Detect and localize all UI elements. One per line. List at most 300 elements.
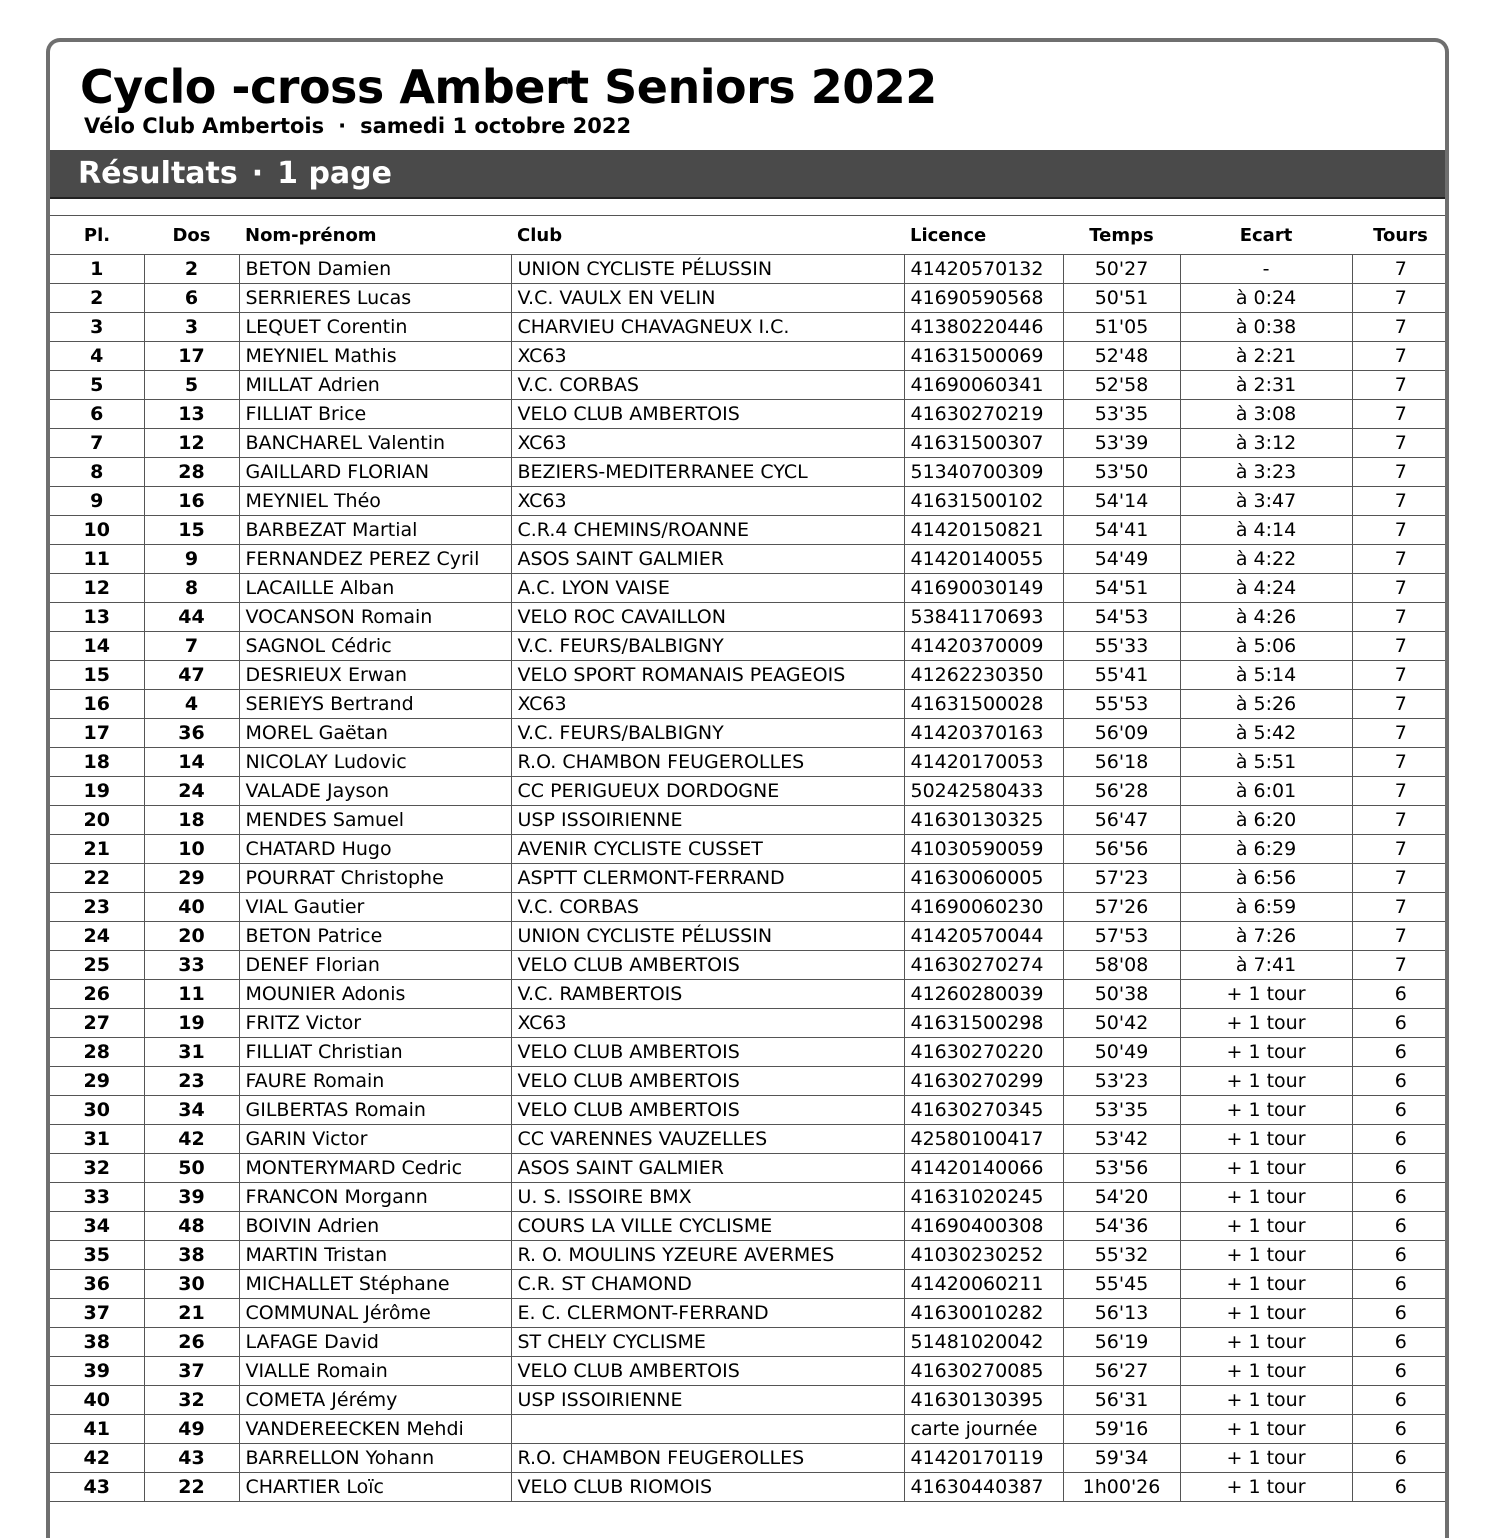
cell-gap: + 1 tour xyxy=(1180,1299,1352,1328)
cell-name: BOIVIN Adrien xyxy=(239,1212,511,1241)
cell-time: 53'42 xyxy=(1063,1125,1180,1154)
cell-licence: 41630270345 xyxy=(904,1096,1063,1125)
cell-time: 56'31 xyxy=(1063,1386,1180,1415)
cell-gap: à 7:26 xyxy=(1180,922,1352,951)
table-row xyxy=(50,1357,1449,1386)
table-row xyxy=(50,1183,1449,1212)
cell-place: 19 xyxy=(50,777,144,806)
cell-club: ASOS SAINT GALMIER xyxy=(511,1154,904,1183)
table-row xyxy=(50,545,1449,574)
cell-bib: 18 xyxy=(144,806,239,835)
cell-bib: 3 xyxy=(144,313,239,342)
cell-laps: 7 xyxy=(1352,429,1449,458)
cell-bib: 22 xyxy=(144,1473,239,1502)
cell-club: C.R. ST CHAMOND xyxy=(511,1270,904,1299)
cell-name: VIAL Gautier xyxy=(239,893,511,922)
cell-bib: 47 xyxy=(144,661,239,690)
cell-club: V.C. RAMBERTOIS xyxy=(511,980,904,1009)
cell-place: 7 xyxy=(50,429,144,458)
cell-licence: 41690060230 xyxy=(904,893,1063,922)
cell-place: 18 xyxy=(50,748,144,777)
table-row xyxy=(50,690,1449,719)
cell-club: R.O. CHAMBON FEUGEROLLES xyxy=(511,748,904,777)
cell-time: 54'14 xyxy=(1063,487,1180,516)
table-header-row xyxy=(50,216,1449,255)
cell-name: SERIEYS Bertrand xyxy=(239,690,511,719)
cell-licence: 41420140066 xyxy=(904,1154,1063,1183)
cell-place: 3 xyxy=(50,313,144,342)
cell-licence: 41630440387 xyxy=(904,1473,1063,1502)
cell-place: 25 xyxy=(50,951,144,980)
page-title: Cyclo -cross Ambert Seniors 2022 xyxy=(80,60,937,114)
cell-place: 6 xyxy=(50,400,144,429)
cell-laps: 7 xyxy=(1352,922,1449,951)
cell-gap: à 4:14 xyxy=(1180,516,1352,545)
cell-gap: à 5:42 xyxy=(1180,719,1352,748)
cell-gap: + 1 tour xyxy=(1180,1357,1352,1386)
cell-laps: 6 xyxy=(1352,1415,1449,1444)
cell-gap: + 1 tour xyxy=(1180,1009,1352,1038)
cell-name: VOCANSON Romain xyxy=(239,603,511,632)
table-row xyxy=(50,864,1449,893)
cell-place: 31 xyxy=(50,1125,144,1154)
cell-time: 52'58 xyxy=(1063,371,1180,400)
cell-licence: 41631500298 xyxy=(904,1009,1063,1038)
cell-bib: 33 xyxy=(144,951,239,980)
cell-name: VIALLE Romain xyxy=(239,1357,511,1386)
table-row xyxy=(50,1386,1449,1415)
table-row xyxy=(50,516,1449,545)
cell-time: 50'38 xyxy=(1063,980,1180,1009)
cell-club: VELO CLUB AMBERTOIS xyxy=(511,1357,904,1386)
cell-place: 15 xyxy=(50,661,144,690)
cell-bib: 40 xyxy=(144,893,239,922)
table-row xyxy=(50,951,1449,980)
cell-name: GARIN Victor xyxy=(239,1125,511,1154)
cell-licence: 50242580433 xyxy=(904,777,1063,806)
cell-licence: 41420170119 xyxy=(904,1444,1063,1473)
cell-licence: 51481020042 xyxy=(904,1328,1063,1357)
cell-laps: 7 xyxy=(1352,661,1449,690)
col-header-club: Club xyxy=(511,216,904,255)
cell-place: 27 xyxy=(50,1009,144,1038)
event-subtitle xyxy=(84,114,631,138)
cell-bib: 29 xyxy=(144,864,239,893)
cell-laps: 7 xyxy=(1352,632,1449,661)
cell-laps: 7 xyxy=(1352,342,1449,371)
cell-place: 35 xyxy=(50,1241,144,1270)
cell-licence: 41420370009 xyxy=(904,632,1063,661)
cell-laps: 7 xyxy=(1352,487,1449,516)
cell-gap: à 5:26 xyxy=(1180,690,1352,719)
cell-place: 32 xyxy=(50,1154,144,1183)
table-row xyxy=(50,661,1449,690)
table-row xyxy=(50,1473,1449,1502)
cell-gap: à 2:21 xyxy=(1180,342,1352,371)
cell-laps: 6 xyxy=(1352,1241,1449,1270)
cell-time: 51'05 xyxy=(1063,313,1180,342)
col-header-place: Pl. xyxy=(50,216,144,255)
event-date: samedi 1 octobre 2022 xyxy=(360,114,632,138)
cell-time: 54'41 xyxy=(1063,516,1180,545)
cell-bib: 34 xyxy=(144,1096,239,1125)
cell-place: 39 xyxy=(50,1357,144,1386)
cell-place: 38 xyxy=(50,1328,144,1357)
cell-club: E. C. CLERMONT-FERRAND xyxy=(511,1299,904,1328)
cell-laps: 7 xyxy=(1352,748,1449,777)
cell-laps: 7 xyxy=(1352,864,1449,893)
cell-licence: 41690060341 xyxy=(904,371,1063,400)
cell-gap: à 3:47 xyxy=(1180,487,1352,516)
cell-place: 34 xyxy=(50,1212,144,1241)
cell-laps: 6 xyxy=(1352,1299,1449,1328)
table-row xyxy=(50,1299,1449,1328)
col-header-laps: Tours xyxy=(1352,216,1449,255)
table-row xyxy=(50,1154,1449,1183)
cell-bib: 13 xyxy=(144,400,239,429)
table-row xyxy=(50,777,1449,806)
cell-club: ST CHELY CYCLISME xyxy=(511,1328,904,1357)
cell-club: VELO ROC CAVAILLON xyxy=(511,603,904,632)
cell-time: 53'39 xyxy=(1063,429,1180,458)
cell-place: 5 xyxy=(50,371,144,400)
results-body xyxy=(50,255,1449,1502)
cell-licence: 41630270085 xyxy=(904,1357,1063,1386)
cell-club: XC63 xyxy=(511,342,904,371)
table-row xyxy=(50,284,1449,313)
cell-time: 54'49 xyxy=(1063,545,1180,574)
cell-place: 20 xyxy=(50,806,144,835)
cell-bib: 23 xyxy=(144,1067,239,1096)
cell-bib: 7 xyxy=(144,632,239,661)
cell-laps: 7 xyxy=(1352,516,1449,545)
cell-time: 53'35 xyxy=(1063,1096,1180,1125)
cell-place: 12 xyxy=(50,574,144,603)
cell-time: 50'42 xyxy=(1063,1009,1180,1038)
table-row xyxy=(50,1096,1449,1125)
cell-gap: à 6:01 xyxy=(1180,777,1352,806)
table-row xyxy=(50,1212,1449,1241)
cell-licence: 41420060211 xyxy=(904,1270,1063,1299)
cell-name: DENEF Florian xyxy=(239,951,511,980)
cell-name: MOUNIER Adonis xyxy=(239,980,511,1009)
cell-place: 29 xyxy=(50,1067,144,1096)
table-row xyxy=(50,1415,1449,1444)
cell-bib: 24 xyxy=(144,777,239,806)
cell-time: 53'35 xyxy=(1063,400,1180,429)
cell-place: 8 xyxy=(50,458,144,487)
cell-time: 59'34 xyxy=(1063,1444,1180,1473)
cell-gap: à 5:14 xyxy=(1180,661,1352,690)
cell-place: 42 xyxy=(50,1444,144,1473)
cell-time: 55'53 xyxy=(1063,690,1180,719)
cell-gap: à 3:08 xyxy=(1180,400,1352,429)
cell-club: V.C. FEURS/BALBIGNY xyxy=(511,632,904,661)
cell-licence: 41631500069 xyxy=(904,342,1063,371)
cell-bib: 21 xyxy=(144,1299,239,1328)
cell-place: 17 xyxy=(50,719,144,748)
cell-gap: + 1 tour xyxy=(1180,1270,1352,1299)
cell-club: CC VARENNES VAUZELLES xyxy=(511,1125,904,1154)
cell-name: COMMUNAL Jérôme xyxy=(239,1299,511,1328)
cell-club: R.O. CHAMBON FEUGEROLLES xyxy=(511,1444,904,1473)
cell-time: 53'56 xyxy=(1063,1154,1180,1183)
table-row xyxy=(50,1270,1449,1299)
cell-club: XC63 xyxy=(511,690,904,719)
cell-time: 55'41 xyxy=(1063,661,1180,690)
cell-club xyxy=(511,1415,904,1444)
cell-club: V.C. VAULX EN VELIN xyxy=(511,284,904,313)
cell-time: 56'09 xyxy=(1063,719,1180,748)
table-row xyxy=(50,400,1449,429)
cell-name: BANCHAREL Valentin xyxy=(239,429,511,458)
cell-club: VELO CLUB AMBERTOIS xyxy=(511,1067,904,1096)
cell-place: 33 xyxy=(50,1183,144,1212)
cell-club: XC63 xyxy=(511,487,904,516)
cell-laps: 7 xyxy=(1352,545,1449,574)
cell-gap: à 3:23 xyxy=(1180,458,1352,487)
cell-name: MEYNIEL Théo xyxy=(239,487,511,516)
cell-laps: 7 xyxy=(1352,603,1449,632)
cell-name: FAURE Romain xyxy=(239,1067,511,1096)
cell-gap: + 1 tour xyxy=(1180,1473,1352,1502)
cell-gap: à 2:31 xyxy=(1180,371,1352,400)
cell-gap: + 1 tour xyxy=(1180,1038,1352,1067)
cell-gap: + 1 tour xyxy=(1180,1212,1352,1241)
cell-licence: 41262230350 xyxy=(904,661,1063,690)
table-row xyxy=(50,458,1449,487)
cell-club: VELO SPORT ROMANAIS PEAGEOIS xyxy=(511,661,904,690)
cell-club: V.C. FEURS/BALBIGNY xyxy=(511,719,904,748)
cell-time: 54'51 xyxy=(1063,574,1180,603)
cell-name: CHATARD Hugo xyxy=(239,835,511,864)
cell-time: 57'26 xyxy=(1063,893,1180,922)
table-row xyxy=(50,1328,1449,1357)
cell-time: 54'53 xyxy=(1063,603,1180,632)
cell-place: 37 xyxy=(50,1299,144,1328)
cell-licence: 51340700309 xyxy=(904,458,1063,487)
cell-time: 50'27 xyxy=(1063,255,1180,284)
col-header-name: Nom-prénom xyxy=(239,216,511,255)
cell-place: 23 xyxy=(50,893,144,922)
cell-club: VELO CLUB RIOMOIS xyxy=(511,1473,904,1502)
cell-name: VANDEREECKEN Mehdi xyxy=(239,1415,511,1444)
cell-licence: 41631500102 xyxy=(904,487,1063,516)
cell-time: 50'49 xyxy=(1063,1038,1180,1067)
table-row xyxy=(50,371,1449,400)
cell-club: ASOS SAINT GALMIER xyxy=(511,545,904,574)
band-separator: · xyxy=(251,156,264,191)
cell-gap: + 1 tour xyxy=(1180,1328,1352,1357)
cell-time: 55'32 xyxy=(1063,1241,1180,1270)
table-row xyxy=(50,429,1449,458)
cell-time: 54'20 xyxy=(1063,1183,1180,1212)
cell-bib: 15 xyxy=(144,516,239,545)
cell-laps: 7 xyxy=(1352,400,1449,429)
cell-bib: 2 xyxy=(144,255,239,284)
organizer-name: Vélo Club Ambertois xyxy=(84,114,325,138)
table-row xyxy=(50,893,1449,922)
cell-bib: 50 xyxy=(144,1154,239,1183)
cell-place: 10 xyxy=(50,516,144,545)
cell-bib: 30 xyxy=(144,1270,239,1299)
cell-laps: 6 xyxy=(1352,1444,1449,1473)
cell-licence: 41630270274 xyxy=(904,951,1063,980)
cell-club: A.C. LYON VAISE xyxy=(511,574,904,603)
cell-bib: 5 xyxy=(144,371,239,400)
cell-name: GILBERTAS Romain xyxy=(239,1096,511,1125)
cell-licence: 41420570132 xyxy=(904,255,1063,284)
cell-name: LAFAGE David xyxy=(239,1328,511,1357)
cell-laps: 7 xyxy=(1352,806,1449,835)
subtitle-separator: · xyxy=(338,114,347,138)
cell-club: CHARVIEU CHAVAGNEUX I.C. xyxy=(511,313,904,342)
cell-club: VELO CLUB AMBERTOIS xyxy=(511,951,904,980)
cell-licence: 41631500028 xyxy=(904,690,1063,719)
cell-licence: 41690030149 xyxy=(904,574,1063,603)
cell-laps: 6 xyxy=(1352,1270,1449,1299)
cell-laps: 7 xyxy=(1352,690,1449,719)
cell-time: 53'23 xyxy=(1063,1067,1180,1096)
cell-name: FILLIAT Christian xyxy=(239,1038,511,1067)
cell-name: CHARTIER Loïc xyxy=(239,1473,511,1502)
cell-bib: 12 xyxy=(144,429,239,458)
cell-laps: 6 xyxy=(1352,1328,1449,1357)
cell-licence: 41380220446 xyxy=(904,313,1063,342)
cell-club: XC63 xyxy=(511,1009,904,1038)
cell-laps: 7 xyxy=(1352,835,1449,864)
cell-name: BARBEZAT Martial xyxy=(239,516,511,545)
cell-name: SERRIERES Lucas xyxy=(239,284,511,313)
table-row xyxy=(50,1241,1449,1270)
cell-licence: 41630130395 xyxy=(904,1386,1063,1415)
cell-club: R. O. MOULINS YZEURE AVERMES xyxy=(511,1241,904,1270)
cell-licence: 42580100417 xyxy=(904,1125,1063,1154)
cell-bib: 19 xyxy=(144,1009,239,1038)
table-row xyxy=(50,1067,1449,1096)
cell-gap: à 0:38 xyxy=(1180,313,1352,342)
cell-time: 56'19 xyxy=(1063,1328,1180,1357)
cell-licence: 53841170693 xyxy=(904,603,1063,632)
cell-gap: à 6:20 xyxy=(1180,806,1352,835)
cell-club: XC63 xyxy=(511,429,904,458)
cell-laps: 7 xyxy=(1352,719,1449,748)
cell-name: NICOLAY Ludovic xyxy=(239,748,511,777)
cell-laps: 6 xyxy=(1352,1357,1449,1386)
cell-laps: 6 xyxy=(1352,1038,1449,1067)
table-row xyxy=(50,313,1449,342)
cell-gap: à 6:56 xyxy=(1180,864,1352,893)
cell-licence: 41630270219 xyxy=(904,400,1063,429)
cell-place: 4 xyxy=(50,342,144,371)
cell-name: MICHALLET Stéphane xyxy=(239,1270,511,1299)
table-row xyxy=(50,922,1449,951)
cell-gap: à 5:06 xyxy=(1180,632,1352,661)
cell-time: 1h00'26 xyxy=(1063,1473,1180,1502)
cell-gap: à 7:41 xyxy=(1180,951,1352,980)
cell-name: SAGNOL Cédric xyxy=(239,632,511,661)
cell-time: 56'27 xyxy=(1063,1357,1180,1386)
cell-name: MILLAT Adrien xyxy=(239,371,511,400)
cell-club: USP ISSOIRIENNE xyxy=(511,806,904,835)
cell-licence: 41420370163 xyxy=(904,719,1063,748)
cell-laps: 7 xyxy=(1352,371,1449,400)
cell-name: MOREL Gaëtan xyxy=(239,719,511,748)
cell-name: COMETA Jérémy xyxy=(239,1386,511,1415)
cell-licence: 41630060005 xyxy=(904,864,1063,893)
cell-gap: + 1 tour xyxy=(1180,1241,1352,1270)
cell-time: 56'13 xyxy=(1063,1299,1180,1328)
cell-laps: 6 xyxy=(1352,1125,1449,1154)
cell-time: 56'47 xyxy=(1063,806,1180,835)
col-header-licence: Licence xyxy=(904,216,1063,255)
cell-place: 30 xyxy=(50,1096,144,1125)
cell-licence: 41690400308 xyxy=(904,1212,1063,1241)
cell-time: 55'33 xyxy=(1063,632,1180,661)
table-row xyxy=(50,835,1449,864)
cell-laps: 6 xyxy=(1352,1212,1449,1241)
cell-bib: 37 xyxy=(144,1357,239,1386)
cell-time: 52'48 xyxy=(1063,342,1180,371)
cell-name: LEQUET Corentin xyxy=(239,313,511,342)
cell-place: 1 xyxy=(50,255,144,284)
cell-bib: 44 xyxy=(144,603,239,632)
table-row xyxy=(50,1444,1449,1473)
cell-place: 28 xyxy=(50,1038,144,1067)
cell-place: 40 xyxy=(50,1386,144,1415)
cell-name: POURRAT Christophe xyxy=(239,864,511,893)
cell-bib: 28 xyxy=(144,458,239,487)
cell-club: USP ISSOIRIENNE xyxy=(511,1386,904,1415)
cell-bib: 31 xyxy=(144,1038,239,1067)
table-row xyxy=(50,603,1449,632)
table-row xyxy=(50,719,1449,748)
cell-laps: 7 xyxy=(1352,313,1449,342)
cell-laps: 6 xyxy=(1352,1154,1449,1183)
cell-name: LACAILLE Alban xyxy=(239,574,511,603)
table-row xyxy=(50,632,1449,661)
cell-club: VELO CLUB AMBERTOIS xyxy=(511,1096,904,1125)
cell-licence: carte journée xyxy=(904,1415,1063,1444)
table-row xyxy=(50,806,1449,835)
cell-time: 56'56 xyxy=(1063,835,1180,864)
cell-club: U. S. ISSOIRE BMX xyxy=(511,1183,904,1212)
cell-name: VALADE Jayson xyxy=(239,777,511,806)
cell-bib: 4 xyxy=(144,690,239,719)
cell-bib: 26 xyxy=(144,1328,239,1357)
col-header-bib: Dos xyxy=(144,216,239,255)
cell-gap: + 1 tour xyxy=(1180,1154,1352,1183)
cell-club: UNION CYCLISTE PÉLUSSIN xyxy=(511,255,904,284)
cell-club: ASPTT CLERMONT-FERRAND xyxy=(511,864,904,893)
cell-bib: 49 xyxy=(144,1415,239,1444)
cell-licence: 41630130325 xyxy=(904,806,1063,835)
cell-laps: 7 xyxy=(1352,255,1449,284)
cell-name: FERNANDEZ PEREZ Cyril xyxy=(239,545,511,574)
results-table xyxy=(50,215,1449,1502)
cell-time: 58'08 xyxy=(1063,951,1180,980)
cell-bib: 17 xyxy=(144,342,239,371)
cell-laps: 6 xyxy=(1352,1009,1449,1038)
cell-club: CC PERIGUEUX DORDOGNE xyxy=(511,777,904,806)
cell-name: FRITZ Victor xyxy=(239,1009,511,1038)
cell-licence: 41420170053 xyxy=(904,748,1063,777)
cell-laps: 6 xyxy=(1352,1096,1449,1125)
cell-bib: 6 xyxy=(144,284,239,313)
cell-name: BETON Damien xyxy=(239,255,511,284)
table-row xyxy=(50,748,1449,777)
cell-licence: 41420140055 xyxy=(904,545,1063,574)
